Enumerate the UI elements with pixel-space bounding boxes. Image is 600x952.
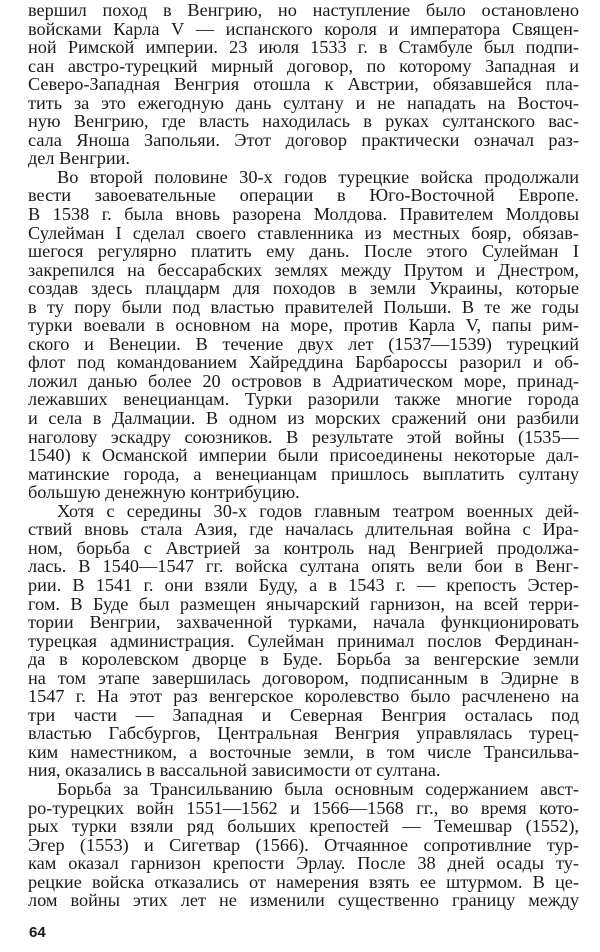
text-line: Борьба за Трансильванию была основным содержанием авст- xyxy=(57,778,579,799)
text-line: Сулейман I сделал своего ставленника из местных бояр, обязав- xyxy=(28,222,579,243)
text-line: кам оказал гарнизон крепости Эрлау. После 38 дней осады ту- xyxy=(28,853,579,874)
text-line: В 1538 г. была вновь разорена Молдова. Правителем Молдовы xyxy=(28,204,579,225)
paragraph xyxy=(28,502,579,780)
text-line: Во второй половине 30-х годов турецкие войска продолжали xyxy=(57,166,579,187)
paragraph xyxy=(28,1,579,168)
text-line: вести завоевательные операции в Юго-Восточной Европе. xyxy=(28,185,579,206)
text-line: ния, оказались в вассальной зависимости от султана. xyxy=(28,760,441,781)
text-line: да в королевском дворце в Буде. Борьба за венгерские земли xyxy=(28,649,579,670)
text-line: рецкие войска отказались от намерения взять ее штурмом. В це- xyxy=(28,871,579,892)
text-line: 1540) к Османской империи были присоединены некоторые дал- xyxy=(28,445,579,466)
text-line: ную Венгрию, где власть находилась в руках султанского вас- xyxy=(28,111,579,132)
text-line: ского и Венеции. В течение двух лет (1537—1539) турецкий xyxy=(28,333,579,354)
text-line: ложил данью более 20 островов в Адриатическом море, принад- xyxy=(28,370,579,391)
text-line: тить за это ежегодную дань султану и не нападать на Восточ- xyxy=(28,92,579,113)
paragraph xyxy=(28,780,579,910)
text-line: флот под командованием Хайреддина Барбароссы разорил и об- xyxy=(28,352,579,373)
text-line: и села в Далмации. В одном из морских сражений они разбили xyxy=(28,408,579,429)
text-line: тории Венгрии, захваченной турками, начала функционировать xyxy=(28,612,579,633)
text-line: создав здесь плацдарм для походов в земли Украины, которые xyxy=(28,278,579,299)
text-line: 1547 г. На этот раз венгерское королевство было расчленено на xyxy=(28,686,579,707)
text-line: лась. В 1540—1547 гг. войска султана опять вели бои в Венг- xyxy=(28,556,579,577)
text-line: рых турки взяли ряд больших крепостей — Темешвар (1552), xyxy=(28,816,579,837)
text-line: турки воевали в основном на море, против Карла V, папы рим- xyxy=(28,315,579,336)
text-line: наголову эскадру союзников. В результате этой войны (1535— xyxy=(28,426,579,447)
text-line: большую денежную контрибуцию. xyxy=(28,482,300,503)
text-line: Северо-Западная Венгрия отошла к Австрии, обязавшейся пла- xyxy=(28,74,579,95)
text-line: в ту пору были под властью правителей Польши. В те же годы xyxy=(28,296,579,317)
text-line: дел Венгрии. xyxy=(28,148,130,169)
text-line: шегося регулярно платить ему дань. После этого Сулейман I xyxy=(28,241,579,262)
text-line: гом. В Буде был размещен янычарский гарнизон, на всей терри- xyxy=(28,593,579,614)
page-number: 64 xyxy=(29,924,46,941)
text-line: войсками Карла V — испанского короля и императора Священ- xyxy=(28,18,579,39)
text-line: властью Габсбургов, Центральная Венгрия управлялась турец- xyxy=(28,723,579,744)
text-line: ким наместником, а восточные земли, в том числе Трансильва- xyxy=(28,741,579,762)
text-line: ствий вновь стала Азия, где началась длительная война с Ира- xyxy=(28,519,579,540)
text-line: турецкая администрация. Сулейман принимал послов Фердинан- xyxy=(28,630,579,651)
text-line: ной Римской империи. 23 июля 1533 г. в Стамбуле был подпи- xyxy=(28,37,579,58)
text-line: закрепился на бессарабских землях между Прутом и Днестром, xyxy=(28,259,579,280)
paragraph xyxy=(28,168,579,502)
text-line: сала Яноша Запольяи. Этот договор практически означал раз- xyxy=(28,129,579,150)
text-line: Хотя с середины 30-х годов главным театром военных дей- xyxy=(57,500,579,521)
text-line: матинские города, а венецианцам пришлось выплатить султану xyxy=(28,463,579,484)
text-line: лежавших венецианцам. Турки разорили также многие города xyxy=(28,389,579,410)
text-line: Эгер (1553) и Сигетвар (1566). Отчаянное сопротивлние тур- xyxy=(28,834,579,855)
text-line: сан австро-турецкий мирный договор, по которому Западная и xyxy=(28,55,579,76)
text-line: лом войны этих лет не изменили существенно границу между xyxy=(28,890,579,911)
text-line: вершил поход в Венгрию, но наступление было остановлено xyxy=(28,0,579,20)
text-line: три части — Западная и Северная Венгрия осталась под xyxy=(28,704,579,725)
page-body-text xyxy=(28,1,579,910)
text-line: ном, борьба с Австрией за контроль над Венгрией продолжа- xyxy=(28,537,579,558)
text-line: на том этапе завершилась договором, подписанным в Эдирне в xyxy=(28,667,579,688)
text-line: ро-турецких войн 1551—1562 и 1566—1568 гг., во время кото- xyxy=(28,797,579,818)
text-line: рии. В 1541 г. они взяли Буду, а в 1543 г. — крепость Эстер- xyxy=(28,574,579,595)
